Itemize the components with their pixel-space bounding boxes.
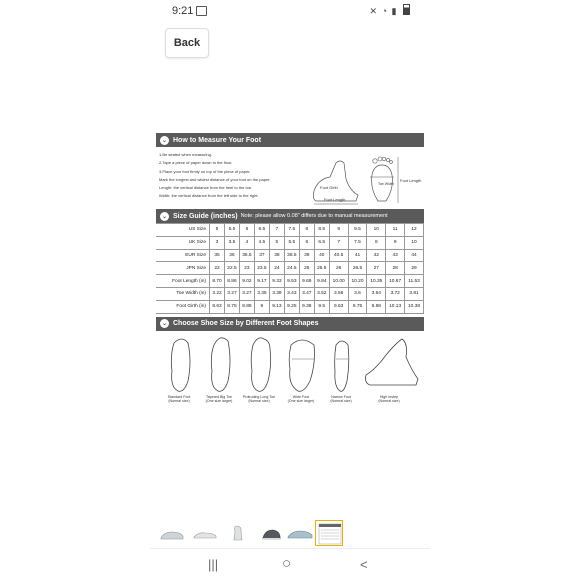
size-cell: 3.5: [224, 236, 239, 249]
wide-foot-drawing: [289, 340, 314, 391]
size-cell: 7: [329, 236, 348, 249]
high-instep-foot-drawing: [366, 339, 419, 385]
size-cell: 9: [254, 300, 269, 313]
size-cell: 38.5: [284, 249, 299, 262]
size-cell: 3.52: [314, 287, 329, 300]
home-button[interactable]: ○: [282, 555, 292, 572]
tapered-toe-foot-drawing: [211, 337, 230, 390]
shape-caption: [372, 395, 406, 404]
chevron-down-icon: ⌄: [161, 137, 168, 144]
size-cell: 10: [367, 224, 386, 237]
image-thumbnail-strip: [158, 520, 338, 546]
size-cell: 23: [239, 262, 254, 275]
shape-name: Wide Foot: [292, 394, 310, 399]
size-cell: 9.5: [348, 224, 367, 237]
size-cell: 3.27: [239, 287, 254, 300]
shape-note: (One size larger): [287, 398, 315, 403]
size-cell: 7.5: [284, 224, 299, 237]
shape-caption: [162, 395, 196, 404]
size-cell: 40.5: [329, 249, 348, 262]
size-cell: 9.13: [269, 300, 284, 313]
size-chart-image: [156, 133, 424, 433]
size-cell: 3.47: [299, 287, 314, 300]
size-cell: 4: [239, 236, 254, 249]
measure-step: 1.Be seated when measuring.: [159, 152, 212, 157]
size-cell: 6.5: [254, 224, 269, 237]
size-row: [156, 287, 424, 300]
size-cell: 9: [386, 236, 405, 249]
status-time: 9:21: [172, 5, 194, 17]
measure-steps: [159, 151, 270, 201]
mute-icon: ✕: [369, 6, 379, 16]
size-cell: 9.38: [299, 300, 314, 313]
foot-girth-label: Foot Girth: [320, 185, 338, 190]
size-cell: 9.84: [314, 275, 329, 288]
size-cell: 40: [314, 249, 329, 262]
size-cell: 5: [210, 224, 225, 237]
size-cell: 36.5: [239, 249, 254, 262]
foot-shapes-illustrations: [156, 335, 424, 397]
measure-title: How to Measure Your Foot: [173, 136, 262, 144]
back-button[interactable]: Back: [165, 28, 209, 58]
size-cell: 29: [405, 262, 424, 275]
size-cell: 28: [386, 262, 405, 275]
foot-shapes-section: [156, 331, 424, 421]
size-cell: 5.5: [224, 224, 239, 237]
size-cell: 8.5: [314, 224, 329, 237]
size-table: [156, 223, 424, 314]
size-cell: 3.72: [386, 287, 405, 300]
size-cell: 23.5: [254, 262, 269, 275]
size-row-label: JPN Size: [156, 262, 210, 275]
measure-step: Length: the vertical distance from the heel to the toe.: [159, 185, 253, 191]
shoe-thumbnail[interactable]: [257, 520, 285, 546]
size-cell: 11.53: [405, 275, 424, 288]
size-cell: 9.75: [348, 300, 367, 313]
size-cell: 27: [367, 262, 386, 275]
size-cell: 8.63: [210, 300, 225, 313]
shape-note: (One size larger): [205, 398, 233, 403]
toe-width-label: Toe Width: [378, 182, 394, 186]
long-toe-foot-drawing: [251, 337, 270, 390]
shape-note: (Normal size): [248, 398, 270, 403]
size-cell: 8: [367, 236, 386, 249]
chevron-down-icon: ⌄: [161, 213, 168, 220]
size-cell: 42: [367, 249, 386, 262]
size-cell: 9.53: [284, 275, 299, 288]
measure-step: 3.Place your foot firmly on top of the piece of paper.: [159, 168, 251, 174]
size-cell: 4.5: [254, 236, 269, 249]
size-row: [156, 224, 424, 237]
shape-name: High Instep: [379, 394, 399, 399]
gallery-notification-icon: [196, 6, 207, 16]
size-row-label: US Size: [156, 224, 210, 237]
size-cell: 12: [405, 224, 424, 237]
size-cell: 3.56: [329, 287, 348, 300]
size-cell: 25: [299, 262, 314, 275]
size-cell: 9.5: [314, 300, 329, 313]
size-row: [156, 275, 424, 288]
size-guide-title: Size Guide (inches): [173, 212, 238, 220]
size-cell: 11: [386, 224, 405, 237]
shape-name: Tapered Big Toe: [206, 394, 232, 399]
size-cell: 5.5: [284, 236, 299, 249]
android-nav-bar: [150, 548, 430, 581]
size-cell: 10.35: [367, 275, 386, 288]
size-cell: 44: [405, 249, 424, 262]
size-cell: 9.63: [329, 300, 348, 313]
size-row-label: Foot Girth (in): [156, 300, 210, 313]
size-row: [156, 300, 424, 313]
size-cell: 5: [269, 236, 284, 249]
size-cell: 8: [299, 224, 314, 237]
wifi-icon: ◔: [381, 6, 389, 16]
size-cell: 26.5: [348, 262, 367, 275]
size-cell: 8.86: [224, 275, 239, 288]
size-cell: 38: [269, 249, 284, 262]
size-cell: 6: [299, 236, 314, 249]
size-cell: 9.69: [299, 275, 314, 288]
size-cell: 3.35: [254, 287, 269, 300]
shape-note: (Normal size): [330, 398, 352, 403]
size-cell: 8.88: [239, 300, 254, 313]
nav-back-button[interactable]: <: [360, 557, 368, 572]
measure-section: [156, 147, 424, 209]
size-cell: 3.27: [224, 287, 239, 300]
size-cell: 24: [269, 262, 284, 275]
status-bar: [150, 0, 430, 22]
narrow-foot-drawing: [335, 341, 349, 391]
size-cell: 37: [254, 249, 269, 262]
measure-step: 2.Tape a piece of paper down to the floor.: [159, 160, 233, 166]
status-icons: [370, 4, 410, 17]
size-cell: 22: [210, 262, 225, 275]
shape-note: (Normal size): [378, 398, 400, 403]
phone-screen: [150, 0, 430, 580]
size-cell: 6.5: [314, 236, 329, 249]
size-cell: 10.13: [386, 300, 405, 313]
size-cell: 9.17: [254, 275, 269, 288]
size-row: [156, 249, 424, 262]
size-cell: 7: [269, 224, 284, 237]
size-cell: 3.39: [269, 287, 284, 300]
size-cell: 26: [329, 262, 348, 275]
size-cell: 6: [239, 224, 254, 237]
size-row: [156, 262, 424, 275]
size-cell: 10.20: [348, 275, 367, 288]
size-cell: 3.81: [405, 287, 424, 300]
size-row: [156, 236, 424, 249]
chevron-down-icon: ⌄: [161, 321, 168, 328]
measure-header: [156, 133, 424, 147]
size-cell: 9: [329, 224, 348, 237]
shape-caption: [202, 395, 236, 404]
size-cell: 10.00: [329, 275, 348, 288]
size-cell: 10: [405, 236, 424, 249]
recents-button[interactable]: |||: [208, 557, 219, 572]
size-cell: 22.5: [224, 262, 239, 275]
standard-foot-drawing: [171, 339, 190, 391]
foot-length-side-label: Foot Length: [400, 178, 422, 183]
battery-icon: [403, 4, 410, 15]
shoe-thumbnail[interactable]: [286, 520, 314, 546]
shapes-header: [156, 317, 424, 331]
size-row-label: Foot Length (in): [156, 275, 210, 288]
size-cell: 10.67: [386, 275, 405, 288]
measure-step: Width: the vertical distance from the left side to the right.: [159, 193, 259, 199]
signal-icon: ▮: [391, 6, 398, 16]
size-cell: 35: [210, 249, 225, 262]
size-cell: 9.88: [367, 300, 386, 313]
size-cell: 8.75: [224, 300, 239, 313]
size-row-label: UK Size: [156, 236, 210, 249]
size-cell: 9.02: [239, 275, 254, 288]
size-cell: 36: [224, 249, 239, 262]
size-cell: 24.5: [284, 262, 299, 275]
size-cell: 39: [299, 249, 314, 262]
size-cell: 3.6: [348, 287, 367, 300]
shoe-thumbnail[interactable]: [158, 520, 186, 546]
size-cell: 9.25: [284, 300, 299, 313]
size-cell: 3.64: [367, 287, 386, 300]
shape-caption: [242, 395, 276, 404]
shape-name: Standard Foot: [167, 394, 191, 399]
size-cell: 3: [210, 236, 225, 249]
size-cell: 25.5: [314, 262, 329, 275]
shoe-thumbnail[interactable]: [191, 520, 219, 546]
size-guide-note: Note: please allow 0.08" differs due to manual measurement: [240, 213, 388, 219]
size-cell: 41: [348, 249, 367, 262]
shape-caption: [324, 395, 358, 404]
size-cell: 8.70: [210, 275, 225, 288]
size-cell: 7.5: [348, 236, 367, 249]
shoe-thumbnail[interactable]: [224, 520, 252, 546]
shape-name: Protruding Long Toe: [242, 394, 276, 399]
measure-step: Mark the longest and widest distance of your foot on the paper.: [159, 176, 271, 182]
size-cell: 3.22: [210, 287, 225, 300]
size-cell: 10.38: [405, 300, 424, 313]
shape-caption: [284, 395, 318, 404]
size-row-label: EUR Size: [156, 249, 210, 262]
size-row-label: Toe Width (in): [156, 287, 210, 300]
shape-note: (Normal size): [168, 398, 190, 403]
size-chart-thumbnail[interactable]: [315, 520, 343, 546]
size-cell: 43: [386, 249, 405, 262]
size-guide-header: [156, 209, 424, 223]
shapes-title: Choose Shoe Size by Different Foot Shapes: [173, 320, 319, 328]
size-cell: 9.33: [269, 275, 284, 288]
foot-diagram: [306, 149, 424, 207]
size-cell: 3.43: [284, 287, 299, 300]
shape-name: Narrow Foot: [331, 394, 351, 399]
foot-length-label: Foot Length: [324, 197, 346, 202]
